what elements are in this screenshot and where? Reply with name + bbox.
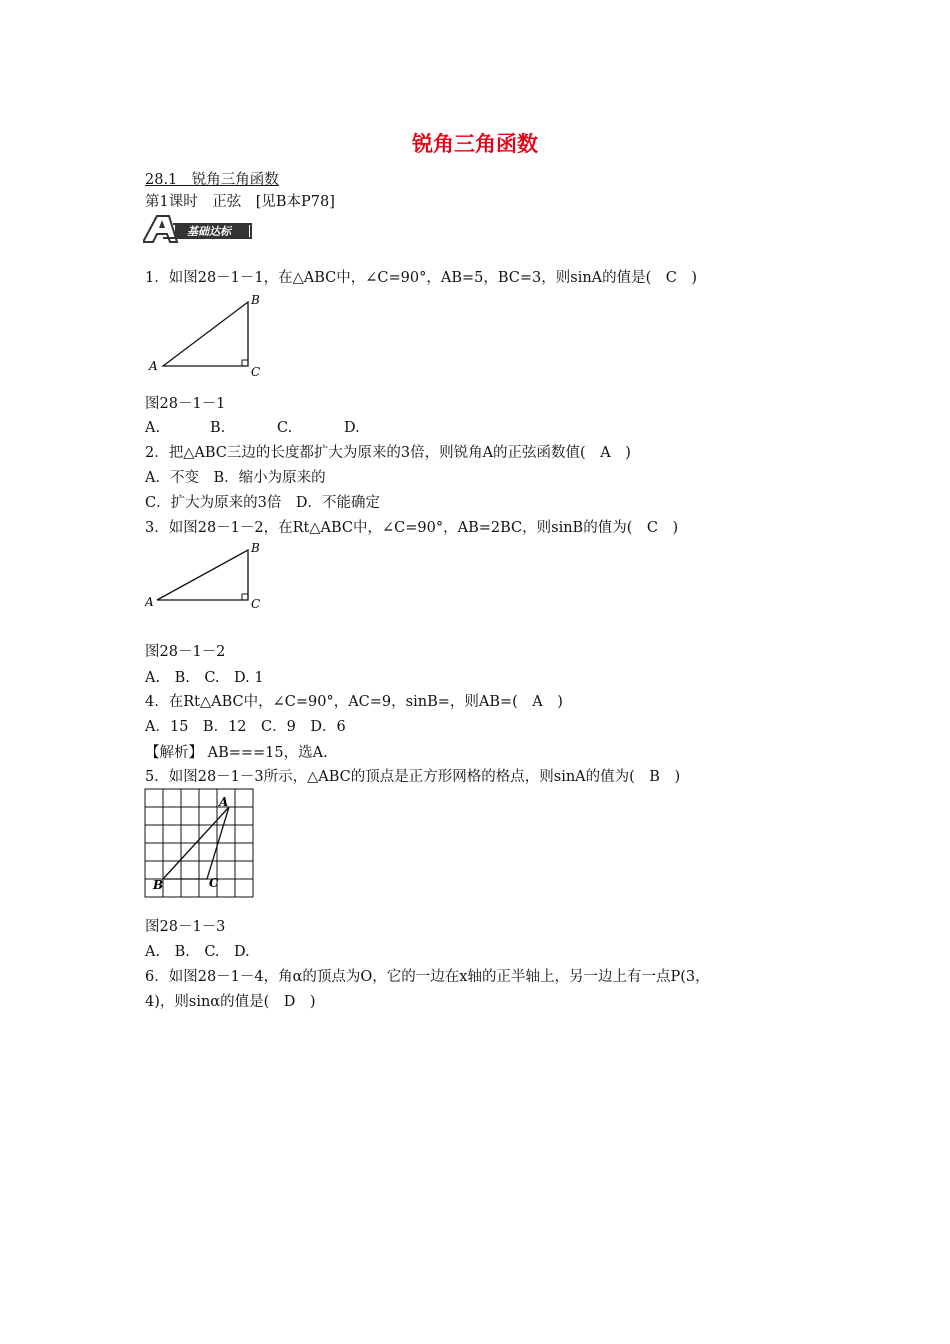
question-2: 2．把△ABC三边的长度都扩大为原来的3倍，则锐角A的正弦函数值( A ) [145,445,631,461]
question-6-line-1: 6．如图28－1－4，角α的顶点为O，它的一边在x轴的正半轴上，另一边上有一点P(3， [145,969,710,985]
option-b: B. [210,420,226,436]
question-5-options: A. B. C. D. [145,944,250,960]
question-4-options: A．15 B．12 C．9 D．6 [145,719,346,735]
section-heading: 28.1 锐角三角函数 [145,172,279,188]
option-a: A. [145,420,161,436]
question-4-analysis: 【解析】 AB===15，选A. [145,745,328,761]
option-d: D. [344,420,360,436]
vertex-c: C [251,597,261,611]
question-2-options-2: C．扩大为原来的3倍 D．不能确定 [145,495,380,511]
vertex-c: C [251,365,261,379]
figure-28-1-2 [145,540,275,616]
question-3-options: A. B. C. D. 1 [145,670,264,686]
question-3: 3．如图28－1－2，在Rt△ABC中，∠C=90°，AB=2BC，则sinB的值为( C ) [145,520,679,536]
vertex-a: A [219,795,229,809]
option-c: C. [277,420,293,436]
badge-graphic [143,214,253,244]
vertex-b: B [251,293,260,307]
vertex-b: B [251,541,260,555]
figure-28-1-1 [145,292,275,382]
page-title: 锐角三角函数 [412,132,538,156]
badge-text: 基础达标 [187,225,231,238]
vertex-a: A [145,595,154,609]
question-2-options-1: A．不变 B．缩小为原来的 [145,470,326,486]
question-1: 1．如图28－1－1，在△ABC中，∠C=90°，AB=5，BC=3，则sinA的值是( C ) [145,270,698,286]
vertex-a: A [149,359,158,373]
level-badge [143,214,253,248]
lesson-heading: 第1课时 正弦 [见B本P78] [145,194,335,210]
figure-caption-2: 图28－1－2 [145,644,226,660]
vertex-c: C [209,876,219,890]
vertex-b: B [153,878,164,892]
question-5: 5．如图28－1－3所示，△ABC的顶点是正方形网格的格点，则sinA的值为( B ) [145,769,681,785]
figure-caption-1: 图28－1－1 [145,396,226,412]
question-6-line-2: 4)，则sinα的值是( D ) [145,994,316,1010]
figure-caption-3: 图28－1－3 [145,919,226,935]
question-4: 4．在Rt△ABC中，∠C=90°，AC=9，sinB=，则AB=( A ) [145,694,563,710]
figure-28-1-3 [144,788,254,900]
